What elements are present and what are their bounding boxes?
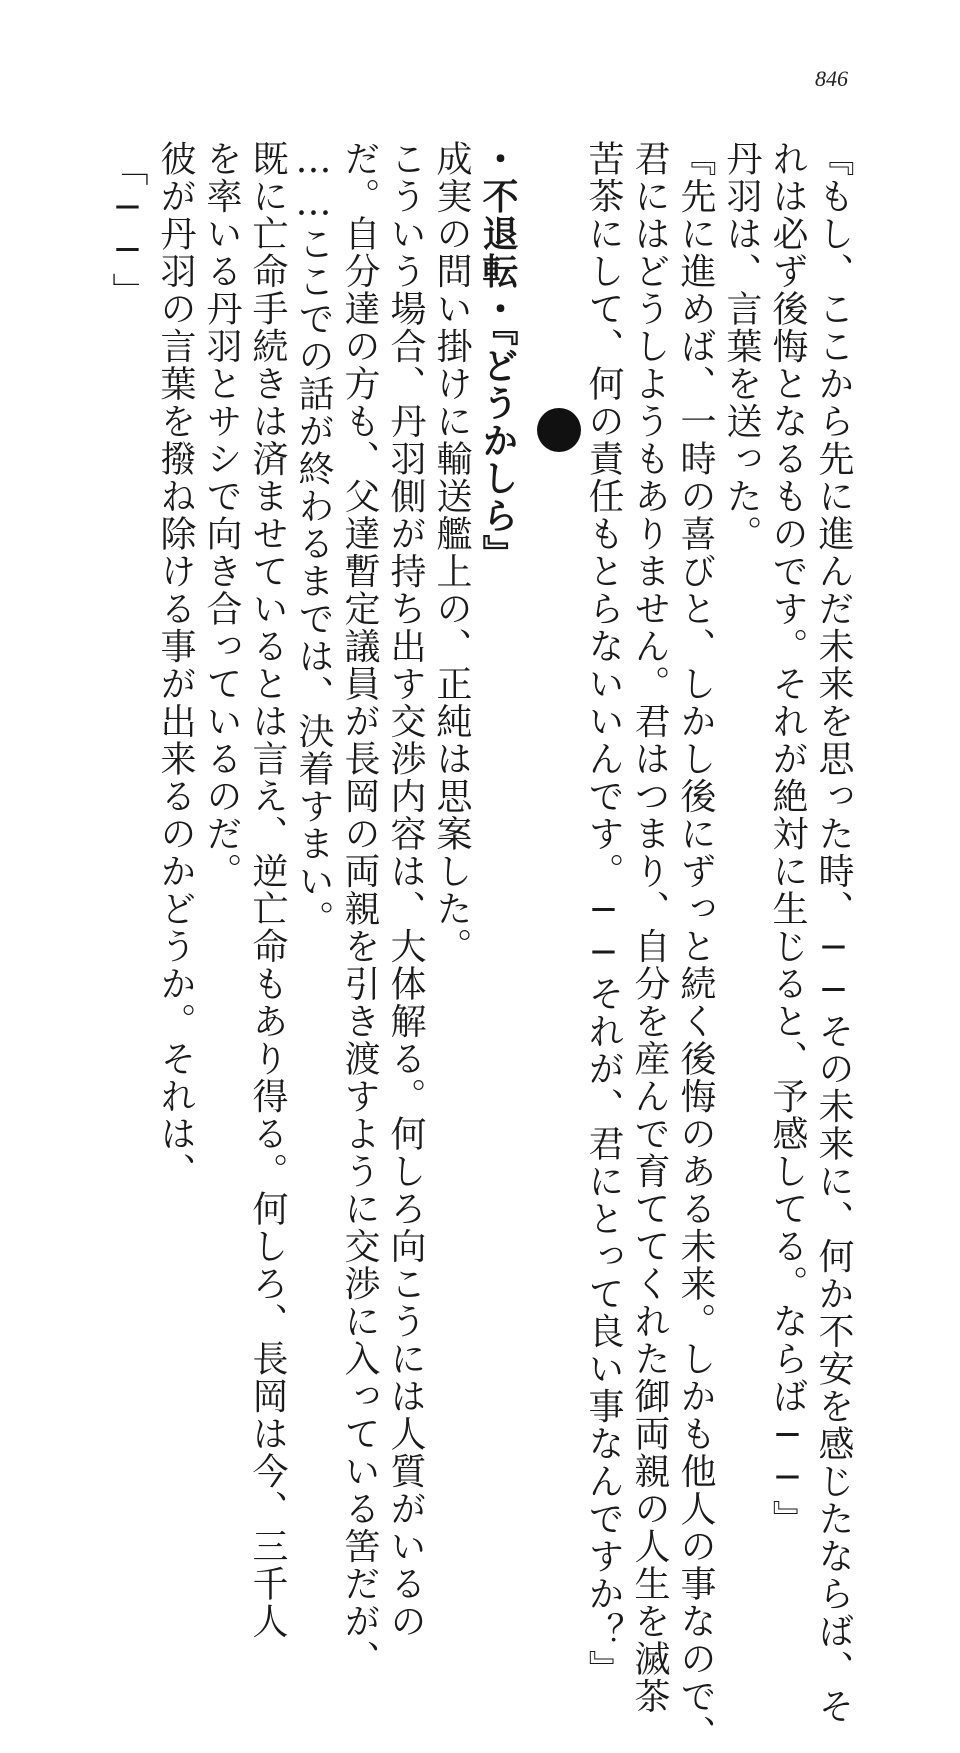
speaker-header-column: ・不退転・『どうかしら』 [477, 140, 518, 572]
text-column: 君にはどうしようもありません。君はつまり、自分を産んで育ててくれた御両親の人生を滅茶 [629, 140, 670, 1715]
text-column: 既に亡命手続きは済ませているとは言え、逆亡命もあり得る。何しろ、長岡は今、三千人 [247, 140, 288, 1640]
text-column: 苦茶にして、何の責任もとらないいんです。──それが、君にとって良い事なんですか？』 [583, 140, 624, 1688]
text-column: 『先に進めば、一時の喜びと、しかし後にずっと続く後悔のある未来。しかも他人の事なので、 [675, 140, 716, 1753]
text-column: こういう場合、丹羽側が持ち出す交渉内容は、大体解る。何しろ向こうには人質がいるの [385, 140, 426, 1640]
text-column: を率いる丹羽とサシで向き合っているのだ。 [201, 140, 242, 890]
section-break-dot [537, 408, 581, 452]
text-column: だ。自分達の方も、父達暫定議員が長岡の両親を引き渡すように交渉に入っている筈だが、 [339, 140, 380, 1678]
vertical-text-body [96, 140, 856, 1753]
text-column: れは必ず後悔となるものです。それが絶対に生じると、予感してる。ならば──』 [767, 140, 808, 1538]
text-column: 『もし、ここから先に進んだ未来を思った時、──その未来に、何か不安を感じたならば、そ [813, 140, 854, 1725]
text-column: 丹羽は、言葉を送った。 [721, 140, 762, 553]
page-number: 846 [815, 66, 848, 91]
text-column: ……ここでの話が終わるまでは、決着すまい。 [293, 140, 334, 938]
text-column: 彼が丹羽の言葉を撥ね除ける事が出来るのかどうか。それは、 [155, 140, 196, 1190]
quote-bracket-column: 「──」 [107, 150, 148, 310]
text-column: 成実の問い掛けに輸送艦上の、正純は思案した。 [431, 140, 472, 965]
